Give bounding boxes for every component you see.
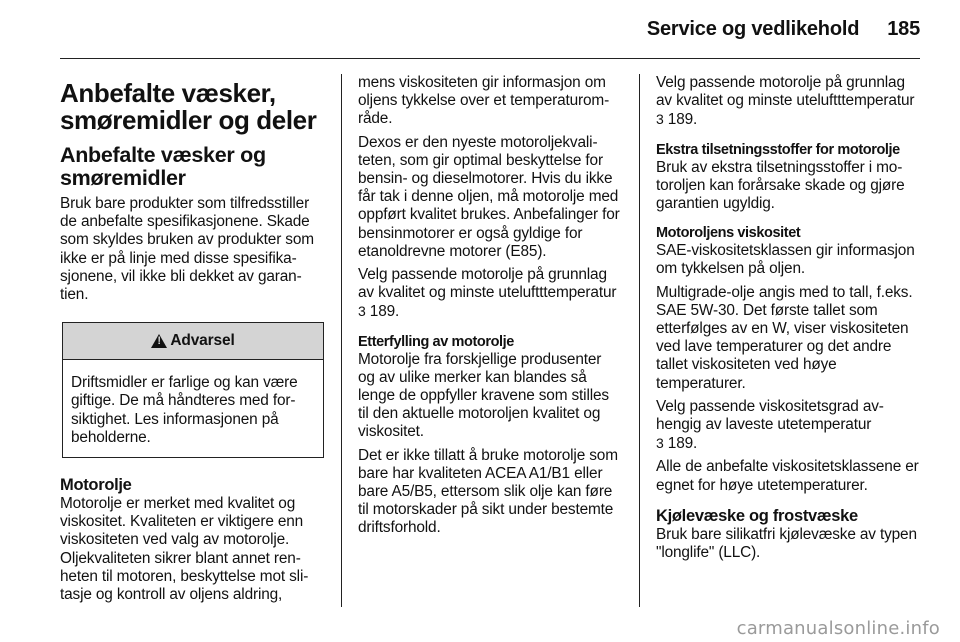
header-rule bbox=[60, 58, 920, 59]
watermark: carmanualsonline.info bbox=[736, 618, 940, 639]
multigrade-paragraph: Multigrade-olje angis med to tall, f.eks. SAE 5W-30. Det første tallet som etterfølges av en W, viser viskositeten ved lave temperaturer og det andre tallet viskositeten ved høye temperaturer. bbox=[656, 283, 913, 392]
tilsetning-paragraph: Bruk av ekstra tilsetningsstoffer i motoroljen kan forårsake skade og gjøre garantien ugyldig. bbox=[656, 158, 905, 213]
page-reference-icon: 3 bbox=[656, 435, 664, 452]
motorolje-paragraph: Motorolje er merket med kvalitet og viskositet. Kvaliteten er viktigere enn viskositeten ved valg av motorolje. Oljekvaliteten sikrer blant annet renheten til motoren, beskyttelse mot slitasje og kontroll av oljens aldring, bbox=[60, 495, 309, 604]
kjolevaeske-heading: Kjølevæske og frostvæske bbox=[656, 506, 858, 525]
intro-paragraph: Bruk bare produkter som tilfredsstiller de anbefalte spesifikasjonene. Skade som skyldes bruken av produkter som ikke er på linje med disse spesifikasjonene, vil ikke bli dekket av garantien. bbox=[60, 195, 314, 304]
oil-choice-paragraph-2: Velg passende motorolje på grunnlag av kvalitet og minste uteluftttemperatur 3 189. bbox=[656, 74, 915, 129]
page-number: 185 bbox=[887, 18, 920, 40]
page-reference-icon: 3 bbox=[358, 303, 366, 320]
page-reference[interactable]: 189. bbox=[667, 111, 698, 129]
warning-title: Advarsel bbox=[170, 332, 235, 350]
page-header bbox=[60, 18, 920, 41]
motorolje-heading: Motorolje bbox=[60, 476, 132, 495]
kjolevaeske-paragraph: Bruk bare silikatfri kjølevæske av typen "longlife" (LLC). bbox=[656, 525, 917, 562]
section-title: Service og vedlikehold bbox=[646, 18, 860, 40]
viscosity-info-paragraph: mens viskositeten gir informasjon om oljens tykkelse over et temperaturområde. bbox=[358, 74, 610, 128]
tilsetning-heading: Ekstra tilsetningsstoffer for motorolje bbox=[656, 141, 900, 158]
viscosity-classes-paragraph: Alle de anbefalte viskositetsklassene er egnet for høye utetemperaturer. bbox=[656, 458, 919, 494]
warning-text: Driftsmidler er farlige og kan være giftige. De må håndteres med forsiktighet. Les informasjonen på beholderne. bbox=[71, 374, 298, 446]
warning-box bbox=[62, 322, 324, 458]
page-reference[interactable]: 189. bbox=[369, 303, 400, 321]
viscosity-grade-paragraph: Velg passende viskositetsgrad avhengig av laveste utetemperatur 3 189. bbox=[656, 397, 884, 453]
etterfylling-paragraph: Motorolje fra forskjellige produsenter og av ulike merker kan blandes så lenge de oppfyller kravene som stilles til den aktuelle motoroljen kvalitet og viskositet. bbox=[358, 350, 609, 441]
oil-choice-paragraph: Velg passende motorolje på grunnlag av kvalitet og minste uteluftttemperatur 3 189. bbox=[358, 266, 617, 321]
page-reference[interactable]: 189. bbox=[667, 435, 698, 453]
column-2 bbox=[358, 74, 620, 538]
column-3 bbox=[656, 74, 922, 562]
column-divider-2 bbox=[639, 74, 640, 607]
etterfylling-heading: Etterfylling av motorolje bbox=[358, 333, 514, 350]
column-1 bbox=[60, 74, 324, 604]
warning-header bbox=[63, 323, 323, 360]
viskositet-heading: Motoroljens viskositet bbox=[656, 225, 801, 242]
sub-heading: Anbefalte væsker og smøremidler bbox=[60, 143, 266, 190]
dexos-paragraph: Dexos er den nyeste motoroljekvaliteten, som gir optimal beskyttelse for bensin- og dieselmotorer. Hvis du ikke får tak i denne oljen, må motorolje med oppført kvalitet brukes. Anbefalinger for bensinmotorer er også gyldige for etanoldrevne motorer (E85). bbox=[358, 133, 620, 260]
main-heading: Anbefalte væsker, smøremidler og deler bbox=[60, 78, 317, 135]
acea-paragraph: Det er ikke tillatt å bruke motorolje som bare har kvaliteten ACEA A1/B1 eller bare A5/B5, ettersom slik olje kan føre til motorskader på sikt under bestemte driftsforhold. bbox=[358, 446, 618, 537]
column-divider-1 bbox=[341, 74, 342, 607]
sae-paragraph: SAE-viskositetsklassen gir informasjon om tykkelsen på oljen. bbox=[656, 242, 915, 278]
warning-triangle-icon bbox=[151, 334, 167, 348]
page-reference-icon: 3 bbox=[656, 111, 664, 128]
